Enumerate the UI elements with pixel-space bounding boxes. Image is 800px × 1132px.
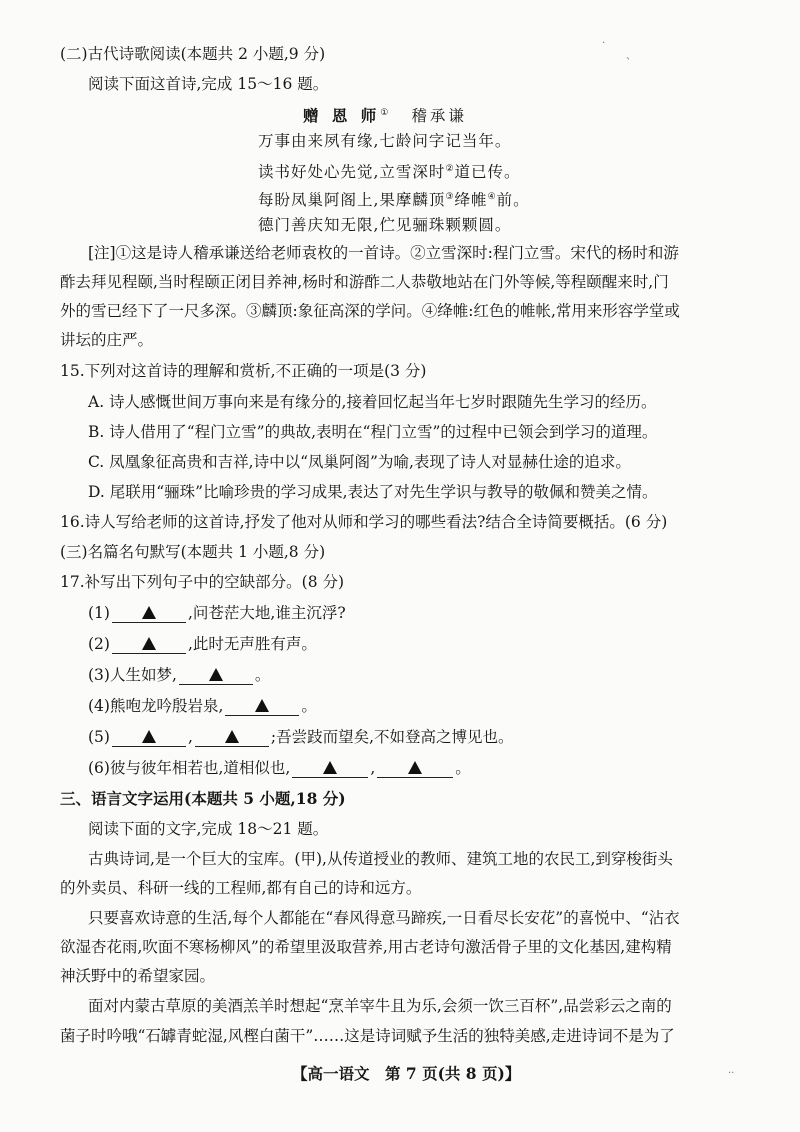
- item-number: (2): [88, 635, 110, 653]
- item-number: (5): [88, 728, 110, 746]
- q17-item-2: [88, 634, 317, 654]
- poem-line-3a: 每盼凤巢阿阁上,果摩麟顶: [258, 191, 446, 209]
- item-text: ;吾尝跂而望矣,不如登高之博见也。: [270, 728, 514, 746]
- q17-item-3: [88, 665, 270, 685]
- item-text: ,: [370, 759, 376, 777]
- note-mark: ③: [445, 192, 455, 202]
- poem-line-4: 德门善庆知无限,伫见骊珠颗颗圆。: [258, 216, 512, 234]
- q16-stem: 16.诗人写给老师的这首诗,抒发了他对从师和学习的哪些看法?结合全诗简要概括。(6 分): [60, 513, 668, 531]
- triangle-icon: [142, 730, 156, 743]
- answer-blank: [292, 759, 368, 778]
- notes-line-1: [注]①这是诗人稽承谦送给老师袁枚的一首诗。②立雪深时:程门立雪。宋代的杨时和游: [88, 244, 679, 262]
- q17-item-6: [88, 758, 471, 778]
- poem-line-3: [258, 187, 530, 210]
- q15-option-b: B. 诗人借用了“程门立雪”的典故,表明在“程门立雪”的过程中已领会到学习的道理。: [88, 423, 658, 441]
- item-text: ,问苍茫大地,谁主沉浮?: [187, 604, 346, 622]
- q15-option-a: A. 诗人感慨世间万事向来是有缘分的,接着回忆起当年七岁时跟随先生学习的经历。: [88, 393, 657, 411]
- passage-p3-line-1: 面对内蒙古草原的美酒羔羊时想起“烹羊宰牛且为乐,会须一饮三百杯”,品尝彩云之南的: [88, 997, 672, 1015]
- passage-p2-line-2: 欲湿杏花雨,吹面不寒杨柳风”的希望里汲取营养,用古老诗句激活骨子里的文化基因,建构精: [60, 938, 672, 956]
- item-text: 。: [254, 666, 271, 684]
- notes-line-2: 酢去拜见程颐,当时程颐正闭目养神,杨时和游酢二人恭敬地站在门外等候,等程颐醒来时,门: [60, 273, 669, 291]
- note-mark: ④: [487, 192, 497, 202]
- poem-line-3b: 绛帷: [454, 191, 488, 209]
- poem-line-3c: 前。: [496, 191, 530, 209]
- item-text: (6)彼与彼年相若也,道相似也,: [88, 759, 291, 777]
- poem-author: 稽承谦: [411, 107, 467, 125]
- passage-p2-line-3: 神沃野中的希望家园。: [60, 967, 216, 985]
- item-text: 。: [455, 759, 471, 777]
- q17-item-1: [88, 603, 346, 623]
- notes-line-3: 外的雪已经下了一尺多深。③麟顶:象征高深的学问。④绛帷:红色的帷帐,常用来形容学堂或: [60, 302, 680, 320]
- notes-line-4: 讲坛的庄严。: [60, 331, 154, 349]
- passage-p3-line-2: 菌子时吟哦“石罅青蛇湿,风樫白菌干”……这是诗词赋予生活的独特美感,走进诗词不是为了: [60, 1027, 675, 1045]
- triangle-icon: [142, 637, 156, 650]
- poem-title: 赠 恩 师: [303, 106, 381, 125]
- poem-line-1: 万事由来夙有缘,七龄问字记当年。: [258, 132, 512, 150]
- answer-blank: [225, 697, 299, 716]
- part3-header: 三、语言文字运用(本题共 5 小题,18 分): [60, 789, 346, 808]
- item-text: ,此时无声胜有声。: [187, 635, 317, 653]
- q15-option-d: D. 尾联用“骊珠”比喻珍贵的学习成果,表达了对先生学识与教导的敬佩和赞美之情。: [88, 483, 658, 501]
- q15-option-c: C. 凤凰象征高贵和吉祥,诗中以“凤巢阿阁”为喻,表现了诗人对显赫仕途的追求。: [88, 453, 631, 471]
- poem-title-line: [303, 103, 467, 126]
- scan-speck: 、: [626, 51, 636, 62]
- poem-line-2b: 道已传。: [454, 163, 521, 181]
- answer-blank: [112, 604, 186, 623]
- q17-stem: 17.补写出下列句子中的空缺部分。(8 分): [60, 573, 345, 591]
- answer-blank: [112, 728, 186, 747]
- poem-line-2: [258, 159, 521, 182]
- section3-header: (三)名篇名句默写(本题共 1 小题,8 分): [60, 543, 326, 561]
- triangle-icon: [142, 606, 156, 619]
- section2-intro: 阅读下面这首诗,完成 15～16 题。: [88, 75, 329, 93]
- poem-line-2a: 读书好处心先觉,立雪深时: [258, 163, 446, 181]
- triangle-icon: [408, 761, 422, 774]
- item-number: (1): [88, 604, 110, 622]
- page-footer: 【高一语文 第 7 页(共 8 页)】: [292, 1064, 521, 1083]
- answer-blank: [195, 728, 269, 747]
- triangle-icon: [255, 699, 269, 712]
- answer-blank: [112, 635, 186, 654]
- item-text: 。: [301, 697, 317, 715]
- q17-item-4: [88, 696, 317, 716]
- q17-item-5: [88, 727, 514, 747]
- triangle-icon: [225, 730, 239, 743]
- scan-speck: ··: [728, 1068, 735, 1079]
- answer-blank: [377, 759, 453, 778]
- item-text: (4)熊咆龙吟殷岩泉,: [88, 697, 224, 715]
- item-text: ,: [187, 728, 193, 746]
- note-mark: ②: [445, 164, 455, 174]
- answer-blank: [179, 666, 253, 685]
- passage-p2-line-1: 只要喜欢诗意的生活,每个人都能在“春风得意马蹄疾,一日看尽长安花”的喜悦中、“沾衣: [88, 909, 680, 927]
- triangle-icon: [323, 761, 337, 774]
- passage-p1-line-1: 古典诗词,是一个巨大的宝库。(甲),从传道授业的教师、建筑工地的农民工,到穿梭街头: [88, 850, 673, 868]
- note-mark: ①: [380, 108, 389, 118]
- section2-header: (二)古代诗歌阅读(本题共 2 小题,9 分): [60, 45, 326, 63]
- scan-speck: ·: [602, 38, 606, 49]
- part3-intro: 阅读下面的文字,完成 18～21 题。: [88, 820, 329, 838]
- passage-p1-line-2: 的外卖员、科研一线的工程师,都有自己的诗和远方。: [60, 879, 422, 897]
- item-text: (3)人生如梦,: [88, 666, 177, 684]
- triangle-icon: [209, 668, 223, 681]
- q15-stem: 15.下列对这首诗的理解和赏析,不正确的一项是(3 分): [60, 362, 427, 380]
